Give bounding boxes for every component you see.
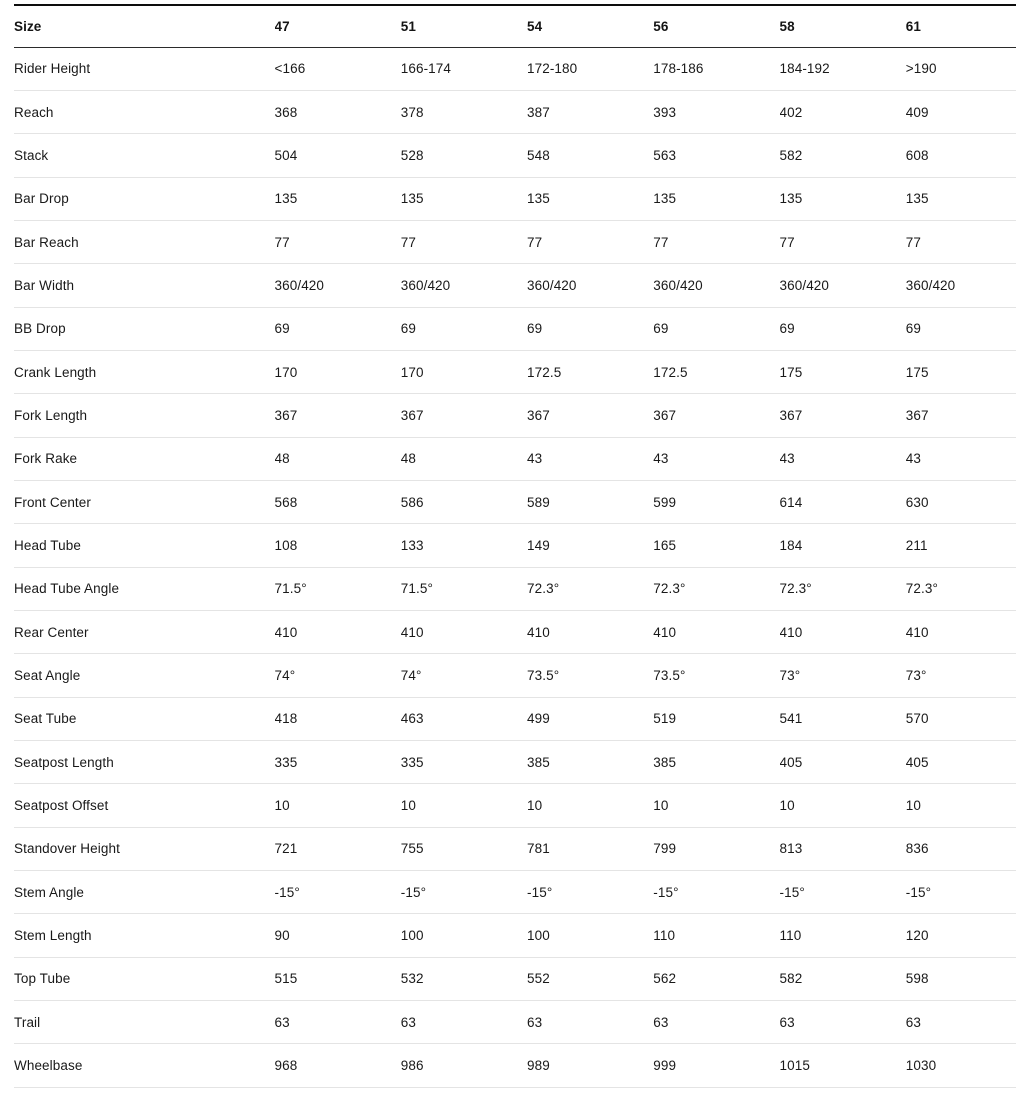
cell-value: 48 bbox=[275, 437, 401, 480]
cell-value: 360/420 bbox=[401, 264, 527, 307]
cell-value: 393 bbox=[653, 90, 779, 133]
cell-value: 43 bbox=[780, 437, 906, 480]
cell-value: 149 bbox=[527, 524, 653, 567]
row-label: Seatpost Length bbox=[14, 741, 275, 784]
row-label: Rider Height bbox=[14, 47, 275, 90]
cell-value: -15° bbox=[275, 871, 401, 914]
cell-value: 77 bbox=[275, 220, 401, 263]
cell-value: 614 bbox=[780, 480, 906, 523]
cell-value: 10 bbox=[527, 784, 653, 827]
cell-value: 367 bbox=[780, 394, 906, 437]
cell-value: 77 bbox=[906, 220, 1016, 263]
cell-value: 528 bbox=[401, 134, 527, 177]
cell-value: 367 bbox=[401, 394, 527, 437]
row-label: Stem Length bbox=[14, 914, 275, 957]
cell-value: 385 bbox=[527, 741, 653, 784]
cell-value: 72.3° bbox=[780, 567, 906, 610]
cell-value: 184 bbox=[780, 524, 906, 567]
cell-value: 335 bbox=[275, 741, 401, 784]
cell-value: 721 bbox=[275, 827, 401, 870]
cell-value: 367 bbox=[906, 394, 1016, 437]
row-label: Crank Length bbox=[14, 350, 275, 393]
cell-value: 135 bbox=[527, 177, 653, 220]
table-row bbox=[14, 567, 1016, 610]
cell-value: 110 bbox=[780, 914, 906, 957]
cell-value: 77 bbox=[527, 220, 653, 263]
cell-value: 1030 bbox=[906, 1044, 1016, 1087]
cell-value: 378 bbox=[401, 90, 527, 133]
cell-value: 589 bbox=[527, 480, 653, 523]
cell-value: 63 bbox=[780, 1001, 906, 1044]
table-row bbox=[14, 177, 1016, 220]
cell-value: 989 bbox=[527, 1044, 653, 1087]
cell-value: 69 bbox=[401, 307, 527, 350]
cell-value: 110 bbox=[653, 914, 779, 957]
table-row bbox=[14, 1044, 1016, 1087]
row-label: Seat Tube bbox=[14, 697, 275, 740]
cell-value: 100 bbox=[401, 914, 527, 957]
table-row bbox=[14, 437, 1016, 480]
cell-value: 562 bbox=[653, 957, 779, 1000]
cell-value: 999 bbox=[653, 1044, 779, 1087]
cell-value: 43 bbox=[653, 437, 779, 480]
table-row bbox=[14, 654, 1016, 697]
cell-value: 410 bbox=[275, 610, 401, 653]
cell-value: 409 bbox=[906, 90, 1016, 133]
cell-value: 582 bbox=[780, 134, 906, 177]
cell-value: 504 bbox=[275, 134, 401, 177]
cell-value: 63 bbox=[653, 1001, 779, 1044]
cell-value: 630 bbox=[906, 480, 1016, 523]
cell-value: 360/420 bbox=[653, 264, 779, 307]
row-label: Seatpost Offset bbox=[14, 784, 275, 827]
cell-value: 532 bbox=[401, 957, 527, 1000]
table-row bbox=[14, 524, 1016, 567]
table-row bbox=[14, 264, 1016, 307]
cell-value: 77 bbox=[780, 220, 906, 263]
column-header-61: 61 bbox=[906, 5, 1016, 47]
cell-value: <166 bbox=[275, 47, 401, 90]
cell-value: -15° bbox=[653, 871, 779, 914]
row-label: BB Drop bbox=[14, 307, 275, 350]
cell-value: 63 bbox=[275, 1001, 401, 1044]
cell-value: 69 bbox=[275, 307, 401, 350]
cell-value: 135 bbox=[401, 177, 527, 220]
cell-value: 120 bbox=[906, 914, 1016, 957]
cell-value: -15° bbox=[527, 871, 653, 914]
cell-value: 74° bbox=[275, 654, 401, 697]
cell-value: 1015 bbox=[780, 1044, 906, 1087]
row-label: Bar Drop bbox=[14, 177, 275, 220]
cell-value: 463 bbox=[401, 697, 527, 740]
cell-value: 367 bbox=[653, 394, 779, 437]
cell-value: 387 bbox=[527, 90, 653, 133]
geometry-table bbox=[14, 4, 1016, 1088]
cell-value: -15° bbox=[906, 871, 1016, 914]
cell-value: 563 bbox=[653, 134, 779, 177]
table-row bbox=[14, 1001, 1016, 1044]
row-label: Rear Center bbox=[14, 610, 275, 653]
cell-value: 69 bbox=[653, 307, 779, 350]
cell-value: 755 bbox=[401, 827, 527, 870]
cell-value: 211 bbox=[906, 524, 1016, 567]
cell-value: 178-186 bbox=[653, 47, 779, 90]
cell-value: 410 bbox=[401, 610, 527, 653]
cell-value: 108 bbox=[275, 524, 401, 567]
column-header-54: 54 bbox=[527, 5, 653, 47]
cell-value: 405 bbox=[780, 741, 906, 784]
cell-value: 69 bbox=[527, 307, 653, 350]
row-label: Reach bbox=[14, 90, 275, 133]
cell-value: 72.3° bbox=[527, 567, 653, 610]
cell-value: 568 bbox=[275, 480, 401, 523]
cell-value: 135 bbox=[653, 177, 779, 220]
row-label: Seat Angle bbox=[14, 654, 275, 697]
cell-value: 548 bbox=[527, 134, 653, 177]
cell-value: 170 bbox=[401, 350, 527, 393]
cell-value: 72.3° bbox=[653, 567, 779, 610]
cell-value: 63 bbox=[401, 1001, 527, 1044]
table-row bbox=[14, 90, 1016, 133]
row-label: Top Tube bbox=[14, 957, 275, 1000]
row-label: Standover Height bbox=[14, 827, 275, 870]
table-header-row bbox=[14, 5, 1016, 47]
cell-value: 135 bbox=[275, 177, 401, 220]
table-row bbox=[14, 350, 1016, 393]
row-label: Trail bbox=[14, 1001, 275, 1044]
cell-value: 10 bbox=[401, 784, 527, 827]
cell-value: 367 bbox=[275, 394, 401, 437]
cell-value: 368 bbox=[275, 90, 401, 133]
cell-value: 519 bbox=[653, 697, 779, 740]
cell-value: 10 bbox=[653, 784, 779, 827]
cell-value: 552 bbox=[527, 957, 653, 1000]
row-label: Front Center bbox=[14, 480, 275, 523]
cell-value: 410 bbox=[527, 610, 653, 653]
cell-value: 541 bbox=[780, 697, 906, 740]
cell-value: 100 bbox=[527, 914, 653, 957]
cell-value: 135 bbox=[906, 177, 1016, 220]
row-label: Fork Rake bbox=[14, 437, 275, 480]
cell-value: 71.5° bbox=[401, 567, 527, 610]
cell-value: 781 bbox=[527, 827, 653, 870]
cell-value: 799 bbox=[653, 827, 779, 870]
column-header-56: 56 bbox=[653, 5, 779, 47]
column-header-size: Size bbox=[14, 5, 275, 47]
cell-value: 410 bbox=[780, 610, 906, 653]
table-row bbox=[14, 871, 1016, 914]
cell-value: 836 bbox=[906, 827, 1016, 870]
cell-value: 73.5° bbox=[653, 654, 779, 697]
table-row bbox=[14, 610, 1016, 653]
cell-value: 175 bbox=[780, 350, 906, 393]
cell-value: 43 bbox=[527, 437, 653, 480]
table-row bbox=[14, 394, 1016, 437]
cell-value: 968 bbox=[275, 1044, 401, 1087]
row-label: Head Tube bbox=[14, 524, 275, 567]
cell-value: 360/420 bbox=[780, 264, 906, 307]
cell-value: 72.3° bbox=[906, 567, 1016, 610]
row-label: Stack bbox=[14, 134, 275, 177]
cell-value: 402 bbox=[780, 90, 906, 133]
cell-value: 515 bbox=[275, 957, 401, 1000]
cell-value: 175 bbox=[906, 350, 1016, 393]
table-row bbox=[14, 914, 1016, 957]
table-row bbox=[14, 220, 1016, 263]
table-row bbox=[14, 480, 1016, 523]
cell-value: 69 bbox=[780, 307, 906, 350]
table-row bbox=[14, 741, 1016, 784]
cell-value: 184-192 bbox=[780, 47, 906, 90]
row-label: Stem Angle bbox=[14, 871, 275, 914]
cell-value: 63 bbox=[527, 1001, 653, 1044]
cell-value: 986 bbox=[401, 1044, 527, 1087]
cell-value: 10 bbox=[275, 784, 401, 827]
column-header-47: 47 bbox=[275, 5, 401, 47]
row-label: Bar Width bbox=[14, 264, 275, 307]
cell-value: 410 bbox=[906, 610, 1016, 653]
cell-value: 172.5 bbox=[527, 350, 653, 393]
cell-value: 90 bbox=[275, 914, 401, 957]
cell-value: 360/420 bbox=[906, 264, 1016, 307]
cell-value: 599 bbox=[653, 480, 779, 523]
cell-value: 74° bbox=[401, 654, 527, 697]
cell-value: 73° bbox=[906, 654, 1016, 697]
row-label: Wheelbase bbox=[14, 1044, 275, 1087]
table-row bbox=[14, 957, 1016, 1000]
cell-value: >190 bbox=[906, 47, 1016, 90]
table-row bbox=[14, 784, 1016, 827]
cell-value: 499 bbox=[527, 697, 653, 740]
cell-value: 410 bbox=[653, 610, 779, 653]
cell-value: 73.5° bbox=[527, 654, 653, 697]
cell-value: 63 bbox=[906, 1001, 1016, 1044]
cell-value: 813 bbox=[780, 827, 906, 870]
cell-value: 77 bbox=[401, 220, 527, 263]
cell-value: 73° bbox=[780, 654, 906, 697]
table-row bbox=[14, 827, 1016, 870]
cell-value: 43 bbox=[906, 437, 1016, 480]
cell-value: 172-180 bbox=[527, 47, 653, 90]
cell-value: 405 bbox=[906, 741, 1016, 784]
table-row bbox=[14, 697, 1016, 740]
cell-value: 10 bbox=[906, 784, 1016, 827]
table-row bbox=[14, 47, 1016, 90]
cell-value: 77 bbox=[653, 220, 779, 263]
cell-value: 360/420 bbox=[527, 264, 653, 307]
cell-value: 385 bbox=[653, 741, 779, 784]
cell-value: 165 bbox=[653, 524, 779, 567]
cell-value: 10 bbox=[780, 784, 906, 827]
cell-value: 367 bbox=[527, 394, 653, 437]
row-label: Bar Reach bbox=[14, 220, 275, 263]
cell-value: 133 bbox=[401, 524, 527, 567]
cell-value: -15° bbox=[780, 871, 906, 914]
cell-value: 360/420 bbox=[275, 264, 401, 307]
cell-value: -15° bbox=[401, 871, 527, 914]
cell-value: 170 bbox=[275, 350, 401, 393]
cell-value: 166-174 bbox=[401, 47, 527, 90]
column-header-58: 58 bbox=[780, 5, 906, 47]
cell-value: 608 bbox=[906, 134, 1016, 177]
cell-value: 69 bbox=[906, 307, 1016, 350]
cell-value: 570 bbox=[906, 697, 1016, 740]
cell-value: 582 bbox=[780, 957, 906, 1000]
row-label: Fork Length bbox=[14, 394, 275, 437]
table-row bbox=[14, 134, 1016, 177]
cell-value: 586 bbox=[401, 480, 527, 523]
table-row bbox=[14, 307, 1016, 350]
cell-value: 598 bbox=[906, 957, 1016, 1000]
cell-value: 71.5° bbox=[275, 567, 401, 610]
cell-value: 48 bbox=[401, 437, 527, 480]
row-label: Head Tube Angle bbox=[14, 567, 275, 610]
cell-value: 418 bbox=[275, 697, 401, 740]
column-header-51: 51 bbox=[401, 5, 527, 47]
cell-value: 172.5 bbox=[653, 350, 779, 393]
cell-value: 135 bbox=[780, 177, 906, 220]
cell-value: 335 bbox=[401, 741, 527, 784]
table-body bbox=[14, 47, 1016, 1087]
